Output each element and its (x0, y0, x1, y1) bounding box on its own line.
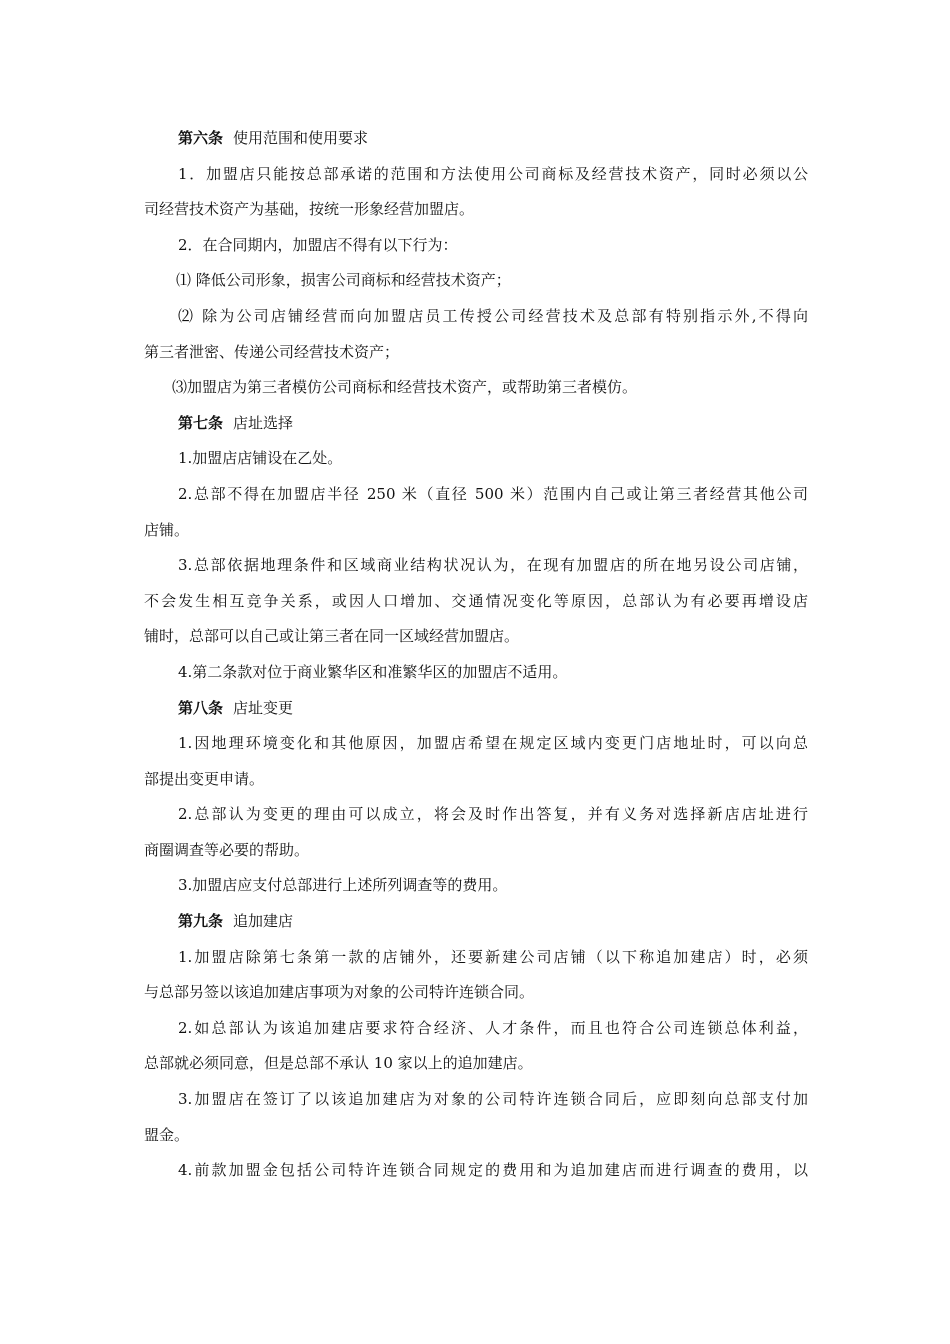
article-6-item3: ⑶加盟店为第三者模仿公司商标和经营技术资产，或帮助第三者模仿。 (172, 378, 638, 397)
article-8-p1-line1: 1.因地理环境变化和其他原因，加盟店希望在规定区域内变更门店地址时，可以向总 (178, 734, 808, 753)
article-6-item1: ⑴ 降低公司形象，损害公司商标和经营技术资产； (176, 271, 511, 290)
article-7-heading (144, 406, 808, 442)
article-8-title: 店址变更 (233, 698, 294, 717)
article-9-heading (144, 904, 808, 940)
article-7-p3-line2: 不会发生相互竞争关系，或因人口增加、交通情况变化等原因，总部认为有必要再增设店 (144, 591, 808, 610)
article-6-title: 使用范围和使用要求 (233, 129, 369, 147)
article-6-p2: 2．在合同期内，加盟店不得有以下行为： (178, 235, 458, 254)
article-7-p2-line2: 店铺。 (144, 520, 190, 539)
article-8-label: 第八条 (178, 698, 224, 717)
article-7-p3-line1: 3.总部依据地理条件和区域商业结构状况认为，在现有加盟店的所在地另设公司店铺， (178, 556, 808, 575)
article-6-p1-line1: 1．加盟店只能按总部承诺的范围和方法使用公司商标及经营技术资产，同时必须以公 (178, 164, 808, 183)
article-7-label: 第七条 (178, 413, 224, 432)
article-9-p3-line1: 3.加盟店在签订了以该追加建店为对象的公司特许连锁合同后，应即刻向总部支付加 (178, 1090, 808, 1109)
article-8-p1-line2: 部提出变更申请。 (144, 769, 265, 788)
article-7-title: 店址选择 (233, 413, 294, 432)
article-9-title: 追加建店 (233, 912, 294, 931)
article-9-label: 第九条 (178, 912, 224, 931)
article-6-label: 第六条 (178, 129, 224, 147)
article-8-heading (144, 691, 808, 727)
article-9-p1-line1: 1.加盟店除第七条第一款的店铺外，还要新建公司店铺（以下称追加建店）时，必须 (178, 947, 808, 966)
article-8-p2-line2: 商圈调查等必要的帮助。 (144, 840, 310, 859)
article-7-p2-line1: 2.总部不得在加盟店半径 250 米（直径 500 米）范围内自己或让第三者经营其他公司 (178, 484, 808, 503)
article-6-item2-line2: 第三者泄密、传递公司经营技术资产； (144, 342, 400, 361)
article-7-p4: 4.第二条款对位于商业繁华区和准繁华区的加盟店不适用。 (178, 662, 568, 681)
article-6-heading (144, 121, 808, 157)
article-6-p1-line2: 司经营技术资产为基础，按统一形象经营加盟店。 (144, 200, 475, 219)
document-body (144, 121, 808, 1189)
article-9-p3-line2: 盟金。 (144, 1125, 190, 1144)
article-9-p1-line2: 与总部另签以该追加建店事项为对象的公司特许连锁合同。 (144, 983, 535, 1002)
article-8-p2-line1: 2.总部认为变更的理由可以成立，将会及时作出答复，并有义务对选择新店店址进行 (178, 805, 808, 824)
article-9-p4-line1: 4.前款加盟金包括公司特许连锁合同规定的费用和为追加建店而进行调查的费用，以 (178, 1161, 808, 1180)
article-9-p2-line1: 2.如总部认为该追加建店要求符合经济、人才条件，而且也符合公司连锁总体利益， (178, 1018, 808, 1037)
article-8-p3: 3.加盟店应支付总部进行上述所列调查等的费用。 (178, 876, 508, 895)
article-7-p3-line3: 铺时，总部可以自己或让第三者在同一区域经营加盟店。 (144, 627, 520, 646)
article-6-item2-line1: ⑵ 除为公司店铺经营而向加盟店员工传授公司经营技术及总部有特别指示外,不得向 (178, 306, 808, 325)
article-7-p1: 1.加盟店店铺设在乙处。 (178, 449, 343, 468)
article-9-p2-line2: 总部就必须同意，但是总部不承认 10 家以上的追加建店。 (144, 1054, 533, 1073)
